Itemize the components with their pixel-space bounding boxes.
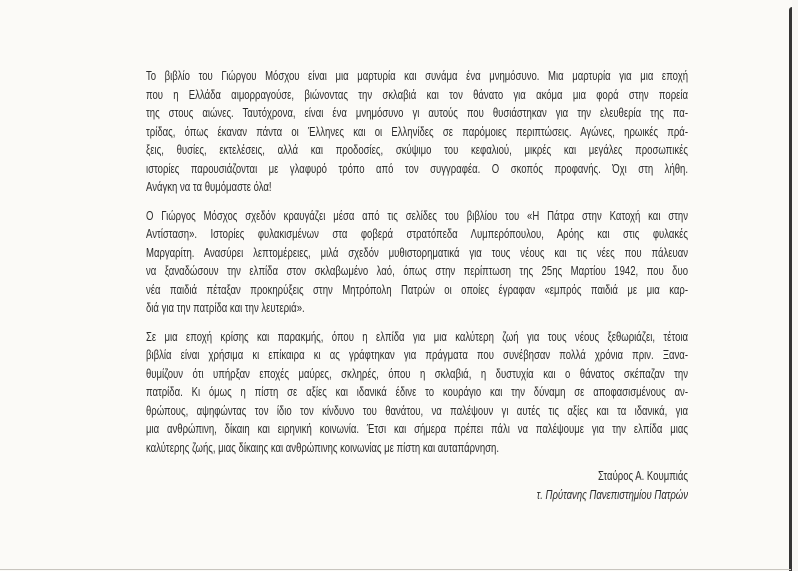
text-line: βιβλία είναι χρήσιμα κι επίκαιρα κι ας γράφτηκαν για πράγματα που συνέβησαν πολλά χρόνια πριν. Ξανα-	[146, 348, 689, 362]
text-line: τρίδας, όπως έκαναν πάντα οι Έλληνες και οι Ελληνίδες σε παρόμοιες περιπτώσεις. Αγώνες, ηρωικές πρά-	[146, 124, 689, 139]
text-line: μια ανθρώπινη, δίκαιη και ειρηνική κοινωνία. Έτσι και σήμερα πρέπει πάλι να παλέψουμε για την ελπίδα μιας	[146, 422, 689, 436]
text-line: νέα παιδιά πέταξαν προκηρύξεις στην Μητρόπολη Πατρών οι οποίες έγραφαν «εμπρός παιδιά με μια καρ-	[146, 282, 689, 297]
signature-title: τ. Πρύτανης Πανεπιστημίου Πατρών	[536, 488, 689, 502]
text-line: Σε μια εποχή κρίσης και παρακμής, όπου η ελπίδα για μια καλύτερη ζωή για τους νέους ξεθωριάζει, τέτοια	[146, 329, 689, 344]
text-line: καλύτερης ζωής, μιας δίκαιης και ανθρώπινης κοινωνίας με πίστη και αυταπάρνηση.	[146, 440, 499, 455]
text-line: που η Ελλάδα αιμορραγούσε, βιώνοντας την σκλαβιά και τον θάνατο για ακόμα μια φορά στην πορεία	[146, 87, 689, 102]
text-line: πατρίδα. Κι όμως η πίστη σε αξίες και ιδανικά έδινε το κουράγιο και την δύναμη σε αποφασισμένους αν-	[146, 385, 689, 399]
text-line: Μαργαρίτη. Ανασύρει λεπτομέρειες, μιλά σχεδόν μυθιστορηματικά για τους νέους και τις νέες που πάλευαν	[146, 245, 689, 260]
paragraph	[146, 328, 688, 458]
text-line: Αντίσταση». Ιστορίες φυλακισμένων στα φοβερά στρατόπεδα Λυμπερόπουλου, Αρόης και στις φυλακές	[146, 227, 689, 241]
paragraph	[146, 207, 688, 318]
signature-block	[146, 467, 688, 505]
text-line: της στους αιώνες. Ταυτόχρονα, είναι ένα μνημόσυνο γι αυτούς που θυσιάστηκαν για την ελευθερία της πα-	[146, 106, 689, 120]
text-line: Ο Γιώργος Μόσχος σχεδόν κραυγάζει μέσα από τις σελίδες του βιβλίου του «Η Πάτρα στην Κατοχή και στην	[146, 208, 689, 223]
text-line: να ξαναδώσουν την ελπίδα στον σκλαβωμένο λαό, όπως στην περίπτωση της 25ης Μαρτίου 1942, που δυο	[146, 264, 689, 278]
text-line: διά για την πατρίδα και την λευτεριά».	[146, 301, 305, 315]
page-edge-margin	[792, 0, 798, 571]
paragraph	[146, 67, 688, 197]
text-line: θρώπους, αψηφώντας τον ίδιο τον κίνδυνο του θανάτου, να παλέψουν γι αυτές τις αξίες και τα ιδανικά, για	[146, 403, 689, 418]
signature-name: Σταύρος Α. Κουμπιάς	[597, 469, 689, 483]
text-block	[146, 67, 688, 505]
text-line: ξεις, θυσίες, εκτελέσεις, αλλά και προδοσίες, σκύψιμο του κεφαλιού, μικρές και μεγάλες προσωπικές	[146, 143, 689, 157]
page-bottom-edge	[0, 569, 791, 570]
text-line: ιστορίες παρουσιάζονται με γλαφυρό τρόπο από τον συγγραφέα. Ο σκοπός προφανής. Όχι στη λήθη.	[146, 161, 689, 176]
text-line: Ανάγκη να τα θυμόμαστε όλα!	[146, 180, 272, 194]
paragraphs	[146, 67, 688, 457]
text-line: Το βιβλίο του Γιώργου Μόσχου είναι μια μαρτυρία και συνάμα ένα μνημόσυνο. Μια μαρτυρία για μια εποχή	[146, 69, 689, 83]
text-line: θυμίζουν ότι υπήρξαν εποχές μαύρες, σκληρές, όπου η σκλαβιά, η δυστυχία και ο θάνατος σκέπαζαν την	[146, 366, 689, 381]
